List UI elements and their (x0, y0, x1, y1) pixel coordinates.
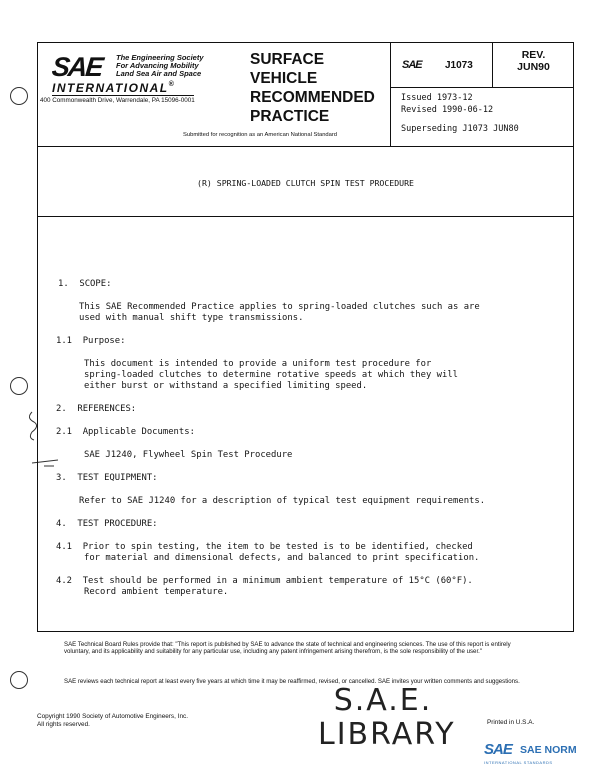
stamp-line: S.A.E. (333, 683, 433, 718)
body-line: used with manual shift type transmissions. (79, 313, 304, 323)
body-line: 4.2 Test should be performed in a minimum ambient temperature of 15°C (60°F). (56, 576, 473, 586)
org-description (116, 54, 204, 78)
body-line: Record ambient temperature. (84, 587, 229, 597)
document-type-line: SURFACE (250, 51, 325, 68)
copyright (37, 713, 188, 728)
revised-date: Revised 1990-06-12 (401, 105, 494, 115)
sae-norm-sublabel: INTERNATIONAL STANDARDS (484, 760, 553, 765)
header-divider (390, 87, 573, 88)
section-heading: 2. REFERENCES: (56, 404, 137, 414)
body-line: for material and dimensional defects, and balanced to print specification. (84, 553, 480, 563)
board-rules-notice: SAE Technical Board Rules provide that: "This report is published by SAE to advance the state of technical and engineering sciences. The use of this report is entirely voluntary, and its applicability and suitability for any particular use, including any patent infringement arising therefrom, is the sole responsibility of the user." (64, 641, 511, 656)
document-type-line: VEHICLE (250, 70, 318, 87)
section-heading: 3. TEST EQUIPMENT: (56, 473, 158, 483)
sae-logo-international: INTERNATIONAL ® (52, 81, 174, 95)
body-line: spring-loaded clutches to determine rotative speeds at which they will (84, 370, 459, 380)
section-heading: 1. SCOPE: (58, 279, 112, 289)
sae-norm-label: SAE NORM (520, 744, 577, 756)
body-line: This document is intended to provide a uniform test procedure for (84, 359, 432, 369)
org-line: For Advancing Mobility (116, 61, 199, 70)
revision-date: JUN90 (517, 61, 550, 73)
logo-rule (52, 95, 194, 96)
body-line: Refer to SAE J1240 for a description of typical test equipment requirements. (79, 496, 486, 506)
section-heading: 4. TEST PROCEDURE: (56, 519, 158, 529)
address: 400 Commonwealth Drive, Warrendale, PA 15096-0001 (40, 97, 195, 104)
section-heading: 2.1 Applicable Documents: (56, 427, 195, 437)
issue-dates (401, 92, 493, 116)
body-line: either burst or withstand a specified limiting speed. (84, 381, 368, 391)
document-header (38, 43, 573, 147)
sae-logo: SAE (50, 52, 104, 82)
revision-label: REV. (521, 49, 546, 61)
sae-norm-logo: SAE (484, 741, 512, 758)
body-line: This SAE Recommended Practice applies to spring-loaded clutches such as are (79, 302, 480, 312)
copyright-line: Copyright 1990 Society of Automotive Engineers, Inc. (37, 713, 188, 720)
superseding: Superseding J1073 JUN80 (401, 124, 519, 134)
review-notice: SAE reviews each technical report at least every five years at which time it may be reaffirmed, revised, or cancelled. SAE invites your written comments and suggestions. (64, 678, 520, 685)
org-line: Land Sea Air and Space (116, 69, 202, 78)
revision-box (492, 49, 575, 73)
document-type-line: RECOMMENDED (250, 89, 375, 106)
body-line: SAE J1240, Flywheel Spin Test Procedure (84, 450, 293, 460)
org-line: The Engineering Society (116, 53, 204, 62)
document-number: J1073 (445, 60, 473, 71)
section-heading: 1.1 Purpose: (56, 336, 126, 346)
library-stamp (318, 683, 456, 752)
document-title: (R) SPRING-LOADED CLUTCH SPIN TEST PROCEDURE (197, 178, 414, 188)
title-band (38, 147, 573, 217)
document-type-line: PRACTICE (250, 108, 330, 125)
document-type (250, 50, 375, 126)
ansi-submission-note: Submitted for recognition as an American National Standard (183, 132, 338, 138)
stamp-line: LIBRARY (318, 717, 456, 752)
printed-in: Printed in U.S.A. (487, 719, 535, 726)
header-divider (390, 43, 391, 147)
body-line: 4.1 Prior to spin testing, the item to be tested is to be identified, checked (56, 542, 473, 552)
copyright-line: All rights reserved. (37, 720, 90, 728)
document-frame (37, 42, 574, 632)
sae-small-logo: SAE (402, 59, 422, 71)
issued-date: Issued 1973-12 (401, 93, 473, 103)
